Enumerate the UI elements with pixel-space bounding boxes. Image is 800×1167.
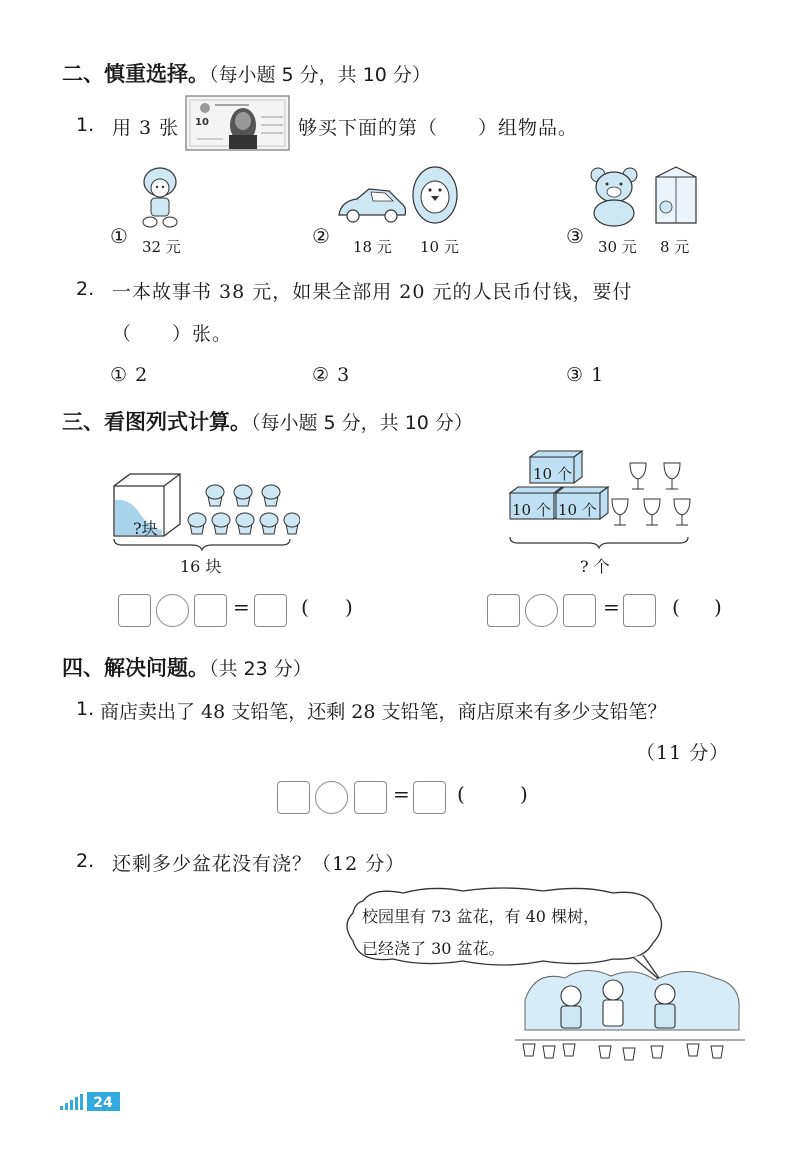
section-2-note: （每小题 5 分，共 10 分） (209, 64, 431, 86)
equals-sign: = (603, 595, 620, 619)
bar-1 (60, 1106, 63, 1110)
section-4-note: （共 23 分） (209, 658, 312, 680)
bar-3 (70, 1100, 73, 1110)
operator-circle[interactable] (315, 781, 348, 814)
q2-number: 2. (76, 278, 95, 300)
result-box[interactable] (623, 594, 656, 627)
result-box[interactable] (254, 594, 287, 627)
q1-option-1-price: 32 元 (142, 238, 181, 256)
section-4-heading (62, 652, 312, 682)
equals-sign: = (233, 595, 250, 619)
equals-sign: = (393, 782, 410, 806)
right-brace (508, 535, 690, 549)
toy-car-icon (335, 185, 409, 227)
box-label-top: 10 个 (533, 465, 572, 483)
section-3-note: （每小题 5 分，共 10 分） (251, 412, 473, 434)
boxes-and-cups-picture (508, 447, 698, 537)
q1-text-post: 够买下面的第（ ）组物品。 (298, 117, 579, 139)
section-3-heading (62, 406, 473, 436)
operator-circle[interactable] (156, 594, 189, 627)
q1-option-2-price-b: 10 元 (420, 238, 459, 256)
s4-q2-number: 2. (76, 850, 95, 872)
q2-text-line1: 一本故事书 38 元，如果全部用 20 元的人民币付钱，要付 (112, 281, 633, 303)
page-number-badge (60, 1092, 122, 1112)
q2-text-line2: （ ）张。 (112, 323, 233, 345)
s4-q1-score: （11 分） (636, 742, 730, 764)
q1-option-2-price-a: 18 元 (353, 238, 392, 256)
unit-paren-open: ( (672, 595, 680, 619)
q2-option-3: ③ 1 (566, 364, 605, 386)
bar-2 (65, 1103, 68, 1110)
q1-option-3-price-b: 8 元 (660, 238, 690, 256)
answer-box[interactable] (563, 594, 596, 627)
unit-paren-close: ) (345, 595, 353, 619)
left-total-label: 16 块 (180, 557, 222, 576)
q1-option-1-mark: ① (110, 224, 128, 248)
answer-box[interactable] (354, 781, 387, 814)
answer-box[interactable] (194, 594, 227, 627)
children-garden-illustration (515, 960, 745, 1064)
s4-q2-text: 还剩多少盆花没有浇？（12 分） (112, 853, 406, 875)
q1-number: 1. (76, 114, 95, 136)
unit-paren-open: ( (301, 595, 309, 619)
bubble-line-1: 校园里有 73 盆花，有 40 棵树， (362, 907, 600, 926)
result-box[interactable] (413, 781, 446, 814)
section-3-title: 三、看图列式计算。 (62, 410, 251, 434)
box-label-bottom-left: 10 个 (512, 501, 551, 519)
doll-icon (135, 166, 185, 230)
answer-box[interactable] (118, 594, 151, 627)
answer-box[interactable] (487, 594, 520, 627)
box-unknown-label: ?块 (133, 519, 158, 538)
q1-option-3-mark: ③ (566, 224, 584, 248)
box-label-bottom-right: 10 个 (558, 501, 597, 519)
answer-box[interactable] (277, 781, 310, 814)
s4-q1-number: 1. (76, 698, 95, 720)
bar-4 (75, 1097, 78, 1110)
bubble-line-2: 已经浇了 30 盆花。 (362, 939, 505, 958)
right-total-label: ? 个 (580, 557, 610, 576)
unit-paren-close: ) (520, 782, 528, 806)
q2-option-2: ② 3 (312, 364, 351, 386)
q1-option-2-mark: ② (312, 224, 330, 248)
q2-option-1: ① 2 (110, 364, 149, 386)
milk-carton-icon (650, 163, 702, 227)
banknote-value: 10 (195, 117, 209, 128)
bar-5 (80, 1094, 83, 1110)
q1-text-pre: 用 3 张 (112, 117, 180, 139)
unit-paren-open: ( (457, 782, 465, 806)
operator-circle[interactable] (525, 594, 558, 627)
unit-paren-close: ) (714, 595, 722, 619)
left-brace (112, 537, 292, 551)
section-2-title: 二、慎重选择。 (62, 62, 209, 86)
section-4-title: 四、解决问题。 (62, 656, 209, 680)
section-2-heading (62, 58, 431, 88)
s4-q1-text: 商店卖出了 48 支铅笔，还剩 28 支铅笔，商店原来有多少支铅笔？ (100, 701, 667, 723)
page-number: 24 (93, 1095, 113, 1111)
tumbler-toy-icon (410, 163, 460, 227)
q1-option-3-price-a: 30 元 (598, 238, 637, 256)
teddy-bear-icon (586, 163, 644, 227)
banknote-10-yuan-icon (185, 95, 290, 151)
